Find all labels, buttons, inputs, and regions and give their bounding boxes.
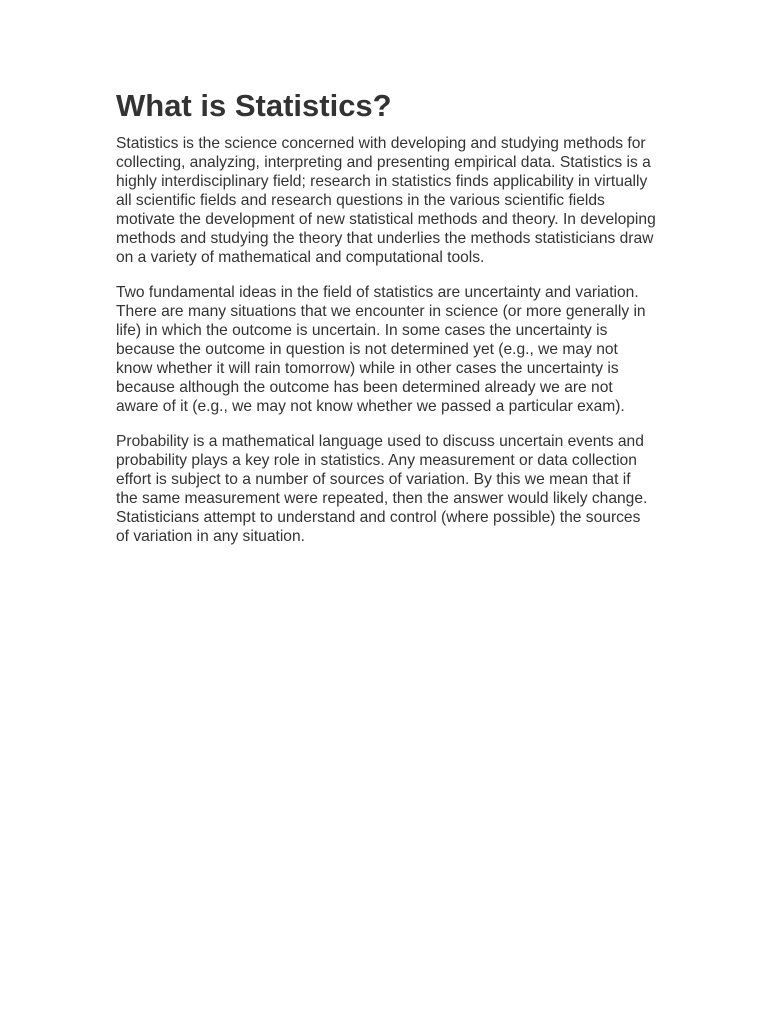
paragraph-definition: Statistics is the science concerned with developing and studying methods for collecting, analyzing, interpreting and presenting empirical data. Statistics is a highly interdisciplinary field; research in statistics finds applicability in virtually all scientific fields and research questions in the various scientific fields motivate the development of new statistical methods and theory. In developing methods and studying the theory that underlies the methods statisticians draw on a variety of mathematical and computational tools.: [116, 135, 656, 266]
paragraph-probability: Probability is a mathematical language used to discuss uncertain events and probability plays a key role in statistics. Any measurement or data collection effort is subject to a number of sources of variation. By this we mean that if the same measurement were repeated, then the answer would likely change. Statisticians attempt to understand and control (where possible) the sources of variation in any situation.: [116, 433, 648, 545]
page-title: What is Statistics?: [116, 88, 392, 123]
document-body: [116, 86, 656, 562]
paragraph-uncertainty-variation: Two fundamental ideas in the field of statistics are uncertainty and variation. There are many situations that we encounter in science (or more generally in life) in which the outcome is uncertain. In some cases the uncertainty is because the outcome in question is not determined yet (e.g., we may not know whether it will rain tomorrow) while in other cases the uncertainty is because although the outcome has been determined already we are not aware of it (e.g., we may not know whether we passed a particular exam).: [116, 284, 646, 415]
